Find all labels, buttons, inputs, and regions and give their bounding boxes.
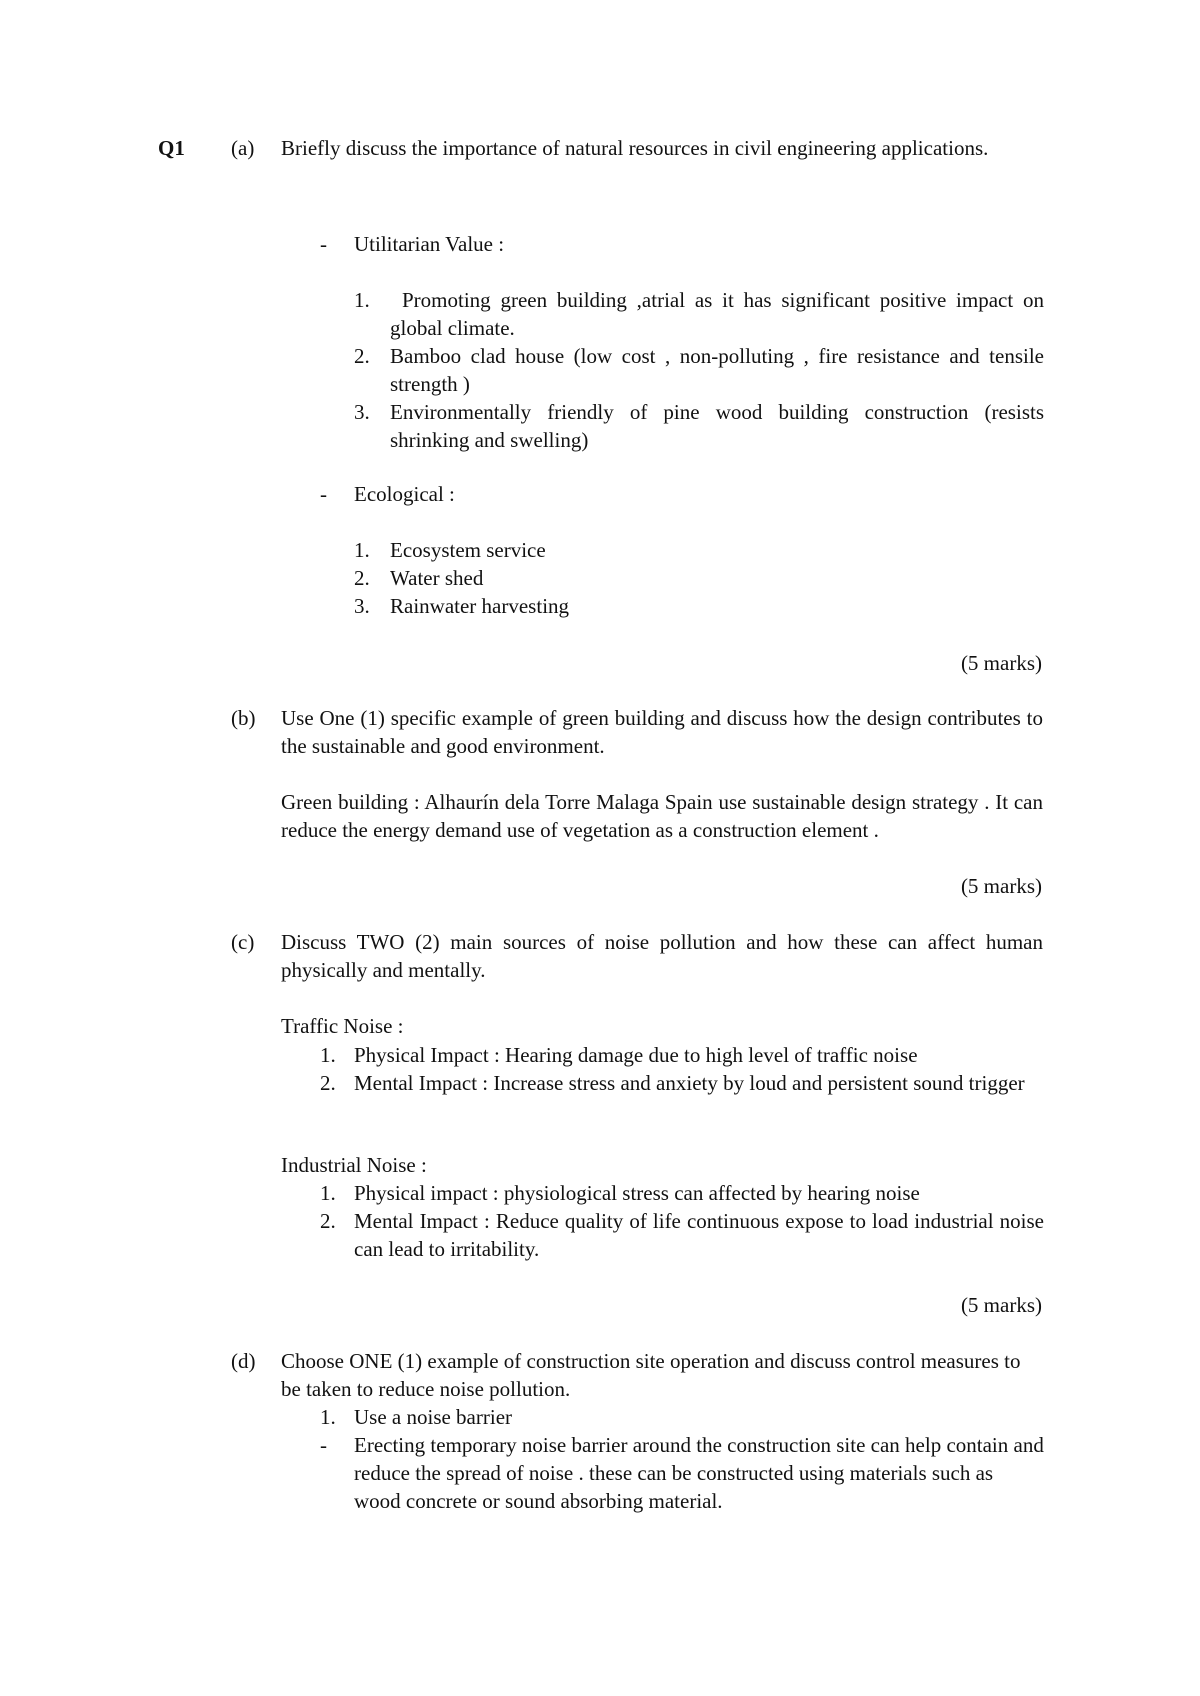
part-label-d: (d) (231, 1349, 256, 1373)
part-d-list (320, 1403, 1044, 1515)
list-text: Use a noise barrier (354, 1405, 513, 1429)
list-item (354, 286, 1044, 342)
list-text: Ecosystem service (390, 538, 546, 562)
list-item (354, 564, 1044, 592)
utilitarian-heading: Utilitarian Value : (354, 232, 505, 256)
list-item (320, 1179, 1044, 1207)
marks-b: (5 marks) (960, 874, 1042, 898)
part-label-b: (b) (231, 706, 256, 730)
list-text: Environmentally friendly of pine wood building construction (resists shrinking and swelling) (390, 400, 1044, 452)
list-text: Promoting green building ,atrial as it has significant positive impact on global climate. (390, 288, 1044, 340)
part-b-question: Use One (1) specific example of green building and discuss how the design contributes to the sustainable and good environment. (281, 706, 1043, 758)
list-number: 3. (354, 400, 370, 424)
marks-c: (5 marks) (960, 1293, 1042, 1317)
list-number: 1. (354, 538, 370, 562)
part-a-question: Briefly discuss the importance of natural resources in civil engineering applications. (281, 136, 989, 160)
list-item (320, 1041, 1044, 1069)
question-number: Q1 (158, 136, 185, 160)
list-number: 3. (354, 594, 370, 618)
list-number: 2. (354, 344, 370, 368)
industrial-list (320, 1179, 1044, 1263)
utilitarian-dash: - (320, 232, 327, 256)
part-label-a: (a) (231, 136, 255, 160)
part-label-c: (c) (231, 930, 255, 954)
list-item (354, 398, 1044, 454)
list-item (354, 592, 1044, 620)
traffic-list (320, 1041, 1044, 1097)
list-text: Erecting temporary noise barrier around the construction site can help contain and reduce the spread of noise . these can be constructed using materials such as wood concrete or sound absorbing material. (354, 1433, 1044, 1513)
list-text: Bamboo clad house (low cost , non-polluting , fire resistance and tensile strength ) (390, 344, 1044, 396)
marks-a: (5 marks) (960, 651, 1042, 675)
list-text: Rainwater harvesting (390, 594, 570, 618)
ecological-list (354, 536, 1044, 620)
list-item (320, 1431, 1044, 1515)
list-number: 2. (320, 1071, 336, 1095)
list-number: 1. (320, 1405, 336, 1429)
utilitarian-list (354, 286, 1044, 454)
list-text: Mental Impact : Increase stress and anxiety by loud and persistent sound trigger (354, 1071, 1025, 1095)
list-number: - (320, 1433, 327, 1457)
list-item (354, 342, 1044, 398)
ecological-heading: Ecological : (354, 482, 455, 506)
list-number: 1. (354, 288, 370, 312)
list-item (354, 536, 1044, 564)
list-item (320, 1069, 1044, 1097)
list-item (320, 1207, 1044, 1263)
part-c-question: Discuss TWO (2) main sources of noise pollution and how these can affect human physically and mentally. (281, 930, 1043, 982)
list-item (320, 1403, 1044, 1431)
list-number: 2. (320, 1209, 336, 1233)
list-text: Physical Impact : Hearing damage due to high level of traffic noise (354, 1043, 918, 1067)
list-number: 1. (320, 1181, 336, 1205)
list-text: Mental Impact : Reduce quality of life continuous expose to load industrial noise can lead to irritability. (354, 1209, 1044, 1261)
list-number: 1. (320, 1043, 336, 1067)
industrial-heading: Industrial Noise : (281, 1153, 427, 1177)
list-number: 2. (354, 566, 370, 590)
list-text: Physical impact : physiological stress can affected by hearing noise (354, 1181, 920, 1205)
traffic-heading: Traffic Noise : (281, 1014, 404, 1038)
part-d-question: Choose ONE (1) example of construction site operation and discuss control measures to be taken to reduce noise pollution. (281, 1349, 1021, 1401)
part-b-answer: Green building : Alhaurín dela Torre Malaga Spain use sustainable design strategy . It can reduce the energy demand use of vegetation as a construction element . (281, 790, 1043, 842)
list-text: Water shed (390, 566, 484, 590)
ecological-dash: - (320, 482, 327, 506)
